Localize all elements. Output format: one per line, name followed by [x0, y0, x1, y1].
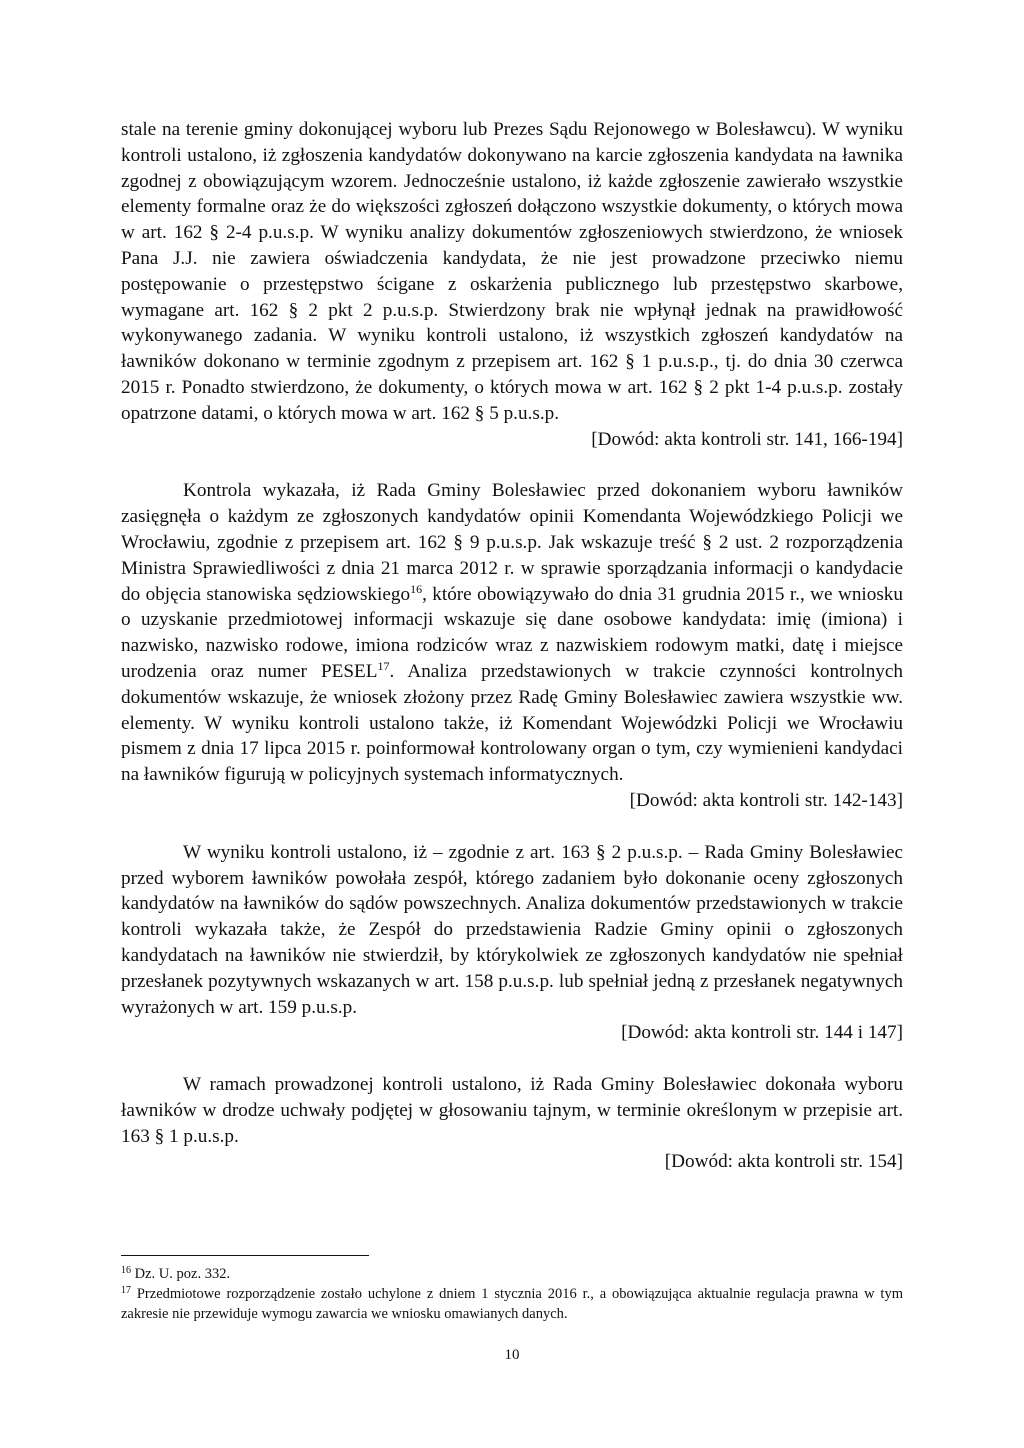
paragraph-4 — [121, 1072, 903, 1175]
paragraph-2-text-part-1: Kontrola wykazała, iż Rada Gminy Bolesławiec przed dokonaniem wyboru ławników zasięgnęła o każdym ze zgłoszonych kandydatów opinii Komendanta Wojewódzkiego Policji we Wrocławiu, zgodnie z przepisem art. 162 § 9 p.u.s.p. Jak wskazuje treść § 2 ust. 2 rozporządzenia Ministra Sprawiedliwości z dnia 21 marca 2012 r. w sprawie sporządzania informacji o kandydacie do objęcia stanowiska sędziowskiego — [121, 480, 903, 605]
paragraph-3-text: W wyniku kontroli ustalono, iż – zgodnie z art. 163 § 2 p.u.s.p. – Rada Gminy Bolesławiec przed wyborem ławników powołała zespół, którego zadaniem było dokonanie oceny zgłoszonych kandydatów na ławników do sądów powszechnych. Analiza dokumentów przedstawionych w trakcie kontroli wykazała także, że Zespół do przedstawienia Radzie Gminy opinii o zgłoszonych kandydatach na ławników nie stwierdził, by którykolwiek ze zgłoszonych kandydatów nie spełniał przesłanek pozytywnych wskazanych w art. 158 p.u.s.p. lub spełniał jedną z przesłanek negatywnych wyrażonych w art. 159 p.u.s.p. — [121, 841, 903, 1018]
paragraph-1-text: stale na terenie gminy dokonującej wyboru lub Prezes Sądu Rejonowego w Bolesławcu). W wyniku kontroli ustalono, iż zgłoszenia kandydatów dokonywano na karcie zgłoszenia kandydata na ławnika zgodnej z obowiązującym wzorem. Jednocześnie ustalono, iż każde zgłoszenie zawierało wszystkie elementy formalne oraz że do większości zgłoszeń dołączono wszystkie dokumenty, o których mowa w art. 162 § 2-4 p.u.s.p. W wyniku analizy dokumentów zgłoszeniowych stwierdzono, że wniosek Pana J.J. nie zawiera oświadczenia kandydata, że nie jest prowadzone przeciwko niemu postępowanie o przestępstwo ścigane z oskarżenia publicznego lub przestępstwo skarbowe, wymagane art. 162 § 2 pkt 2 p.u.s.p. Stwierdzony brak nie wpłynął jednak na prawidłowość wykonywanego zadania. W wyniku kontroli ustalono, iż wszystkich zgłoszeń kandydatów na ławników dokonano w terminie zgodnym z przepisem art. 162 § 1 p.u.s.p., tj. do dnia 30 czerwca 2015 r. Ponadto stwierdzono, że dokumenty, o których mowa w art. 162 § 2 pkt 1-4 p.u.s.p. zostały opatrzone datami, o których mowa w art. 162 § 5 p.u.s.p. — [121, 119, 903, 424]
footnote-reference-16[interactable]: 16 — [410, 581, 423, 596]
footnote-17 — [121, 1284, 903, 1324]
footnotes — [121, 1264, 903, 1324]
paragraph-2-text-part-2: , które obowiązywało do dnia 31 grudnia 2015 r., we wniosku o uzyskanie przedmiotowej informacji wskazuje się dane osobowe kandydata: imię (imiona) i nazwisko, nazwisko rodowe, imiona rodziców wraz z nazwiskiem rodowym matki, datę i miejsce urodzenia oraz numer PESEL — [121, 583, 903, 682]
page-number: 10 — [504, 1347, 520, 1363]
paragraph-3-evidence: [Dowód: akta kontroli str. 144 i 147] — [621, 1022, 903, 1044]
footnote-16 — [121, 1264, 903, 1284]
paragraph-1 — [121, 117, 903, 452]
footnote-divider — [121, 1255, 369, 1256]
paragraph-2-text — [121, 478, 903, 788]
paragraph-spacer — [121, 814, 903, 840]
paragraph-spacer — [121, 1046, 903, 1072]
paragraph-4-text: W ramach prowadzonej kontroli ustalono, iż Rada Gminy Bolesławiec dokonała wyboru ławników w drodze uchwały podjętej w głosowaniu tajnym, w terminie określonym w przepisie art. 163 § 1 p.u.s.p. — [121, 1074, 903, 1147]
paragraph-4-evidence: [Dowód: akta kontroli str. 154] — [664, 1151, 903, 1173]
paragraph-2-text-part-3: . Analiza przedstawionych w trakcie czynności kontrolnych dokumentów wskazuje, że wniosek złożony przez Radę Gminy Bolesławiec zawiera wszystkie ww. elementy. W wyniku kontroli ustalono także, iż Komendant Wojewódzki Policji we Wrocławiu pismem z dnia 17 lipca 2015 r. poinformował kontrolowany organ o tym, czy wymienieni kandydaci na ławników figurują w policyjnych systemach informatycznych. — [121, 660, 904, 786]
document-page — [121, 117, 903, 1175]
footnote-reference-17[interactable]: 17 — [377, 658, 390, 673]
paragraph-3 — [121, 840, 903, 1046]
paragraph-spacer — [121, 452, 903, 478]
paragraph-2-evidence: [Dowód: akta kontroli str. 142-143] — [629, 789, 903, 811]
footnote-number-16: 16 — [121, 1265, 131, 1276]
footnote-text-17: Przedmiotowe rozporządzenie zostało uchylone z dniem 1 stycznia 2016 r., a obowiązująca aktualnie regulacja prawna w tym zakresie nie przewiduje wymogu zawarcia we wniosku omawianych danych. — [121, 1286, 903, 1322]
paragraph-1-evidence: [Dowód: akta kontroli str. 141, 166-194] — [591, 428, 903, 450]
footnote-text-16: Dz. U. poz. 332. — [131, 1266, 231, 1282]
paragraph-2 — [121, 478, 903, 813]
footnote-number-17: 17 — [121, 1285, 131, 1296]
